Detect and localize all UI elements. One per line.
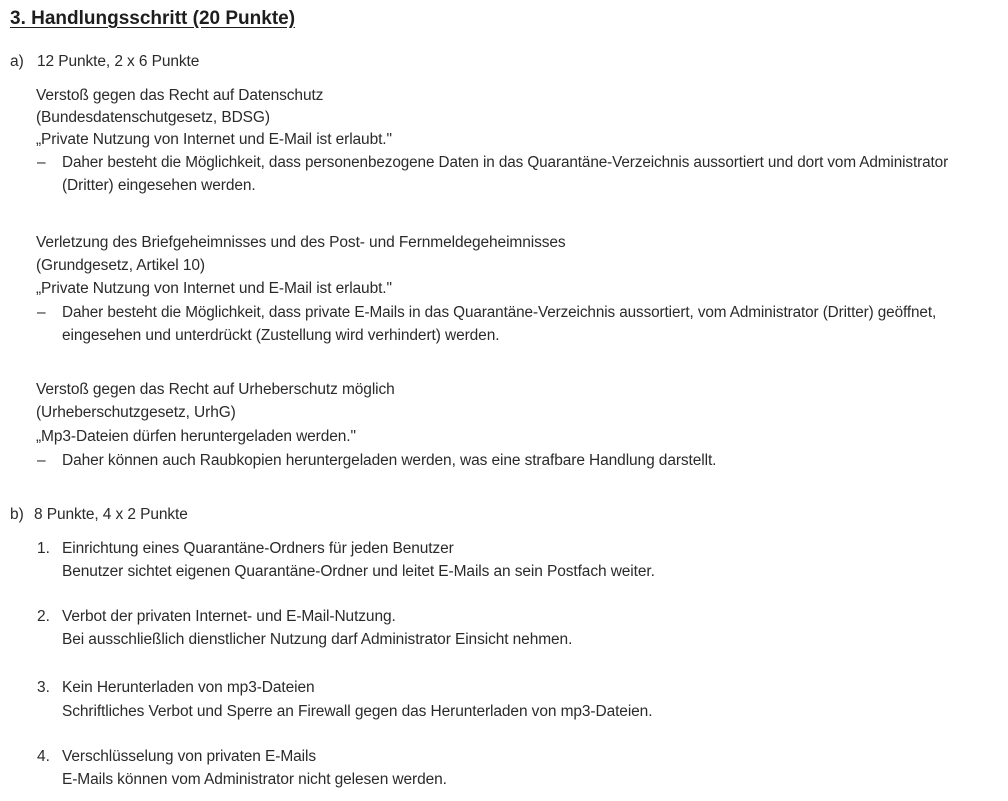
- part-a-header: 12 Punkte, 2 x 6 Punkte: [37, 53, 200, 70]
- block-1-bullet-line-1: Daher besteht die Möglichkeit, dass personenbezogene Daten in das Quarantäne-Verzeichnis aussortiert und dort vom Administrator: [62, 154, 949, 171]
- block-1-line-2: (Bundesdatenschutgesetz, BDSG): [36, 109, 270, 126]
- block-3-line-2: (Urheberschutzgesetz, UrhG): [36, 404, 236, 421]
- item-4-number: 4.: [37, 748, 50, 765]
- block-1-dash: –: [37, 154, 46, 171]
- block-2-line-1: Verletzung des Briefgeheimnisses und des Post- und Fernmeldegeheimnisses: [36, 234, 566, 251]
- block-1-line-1: Verstoß gegen das Recht auf Datenschutz: [36, 87, 324, 104]
- item-2-heading: Verbot der privaten Internet- und E-Mail-Nutzung.: [62, 608, 396, 625]
- block-2-line-3: „Private Nutzung von Internet und E-Mail ist erlaubt.": [36, 280, 392, 297]
- part-b-header: 8 Punkte, 4 x 2 Punkte: [34, 506, 188, 523]
- item-3-number: 3.: [37, 679, 50, 696]
- block-3-bullet-line-1: Daher können auch Raubkopien heruntergeladen werden, was eine strafbare Handlung darstellt.: [62, 452, 717, 469]
- section-title: 3. Handlungsschritt (20 Punkte): [10, 8, 296, 29]
- block-2-dash: –: [37, 304, 46, 321]
- part-b-marker: b): [10, 506, 24, 523]
- block-2-bullet-line-2: eingesehen und unterdrückt (Zustellung wird verhindert) werden.: [62, 327, 500, 344]
- block-2-bullet-line-1: Daher besteht die Möglichkeit, dass private E-Mails in das Quarantäne-Verzeichnis aussortiert, vom Administrator (Dritter) geöffnet,: [62, 304, 937, 321]
- item-4-heading: Verschlüsselung von privaten E-Mails: [62, 748, 316, 765]
- item-1-heading: Einrichtung eines Quarantäne-Ordners für jeden Benutzer: [62, 540, 454, 557]
- item-4-detail: E-Mails können vom Administrator nicht gelesen werden.: [62, 771, 447, 788]
- block-3-dash: –: [37, 452, 46, 469]
- block-3-line-3: „Mp3-Dateien dürfen heruntergeladen werden.": [36, 428, 356, 445]
- item-1-number: 1.: [37, 540, 50, 557]
- block-1-line-3: „Private Nutzung von Internet und E-Mail ist erlaubt.": [36, 131, 392, 148]
- item-2-number: 2.: [37, 608, 50, 625]
- item-3-detail: Schriftliches Verbot und Sperre an Firewall gegen das Herunterladen von mp3-Dateien.: [62, 703, 653, 720]
- block-1-bullet-line-2: (Dritter) eingesehen werden.: [62, 177, 256, 194]
- item-3-heading: Kein Herunterladen von mp3-Dateien: [62, 679, 315, 696]
- item-1-detail: Benutzer sichtet eigenen Quarantäne-Ordner und leitet E-Mails an sein Postfach weiter.: [62, 563, 655, 580]
- block-3-line-1: Verstoß gegen das Recht auf Urheberschutz möglich: [36, 381, 395, 398]
- item-2-detail: Bei ausschließlich dienstlicher Nutzung darf Administrator Einsicht nehmen.: [62, 631, 573, 648]
- block-2-line-2: (Grundgesetz, Artikel 10): [36, 257, 205, 274]
- part-a-marker: a): [10, 53, 24, 70]
